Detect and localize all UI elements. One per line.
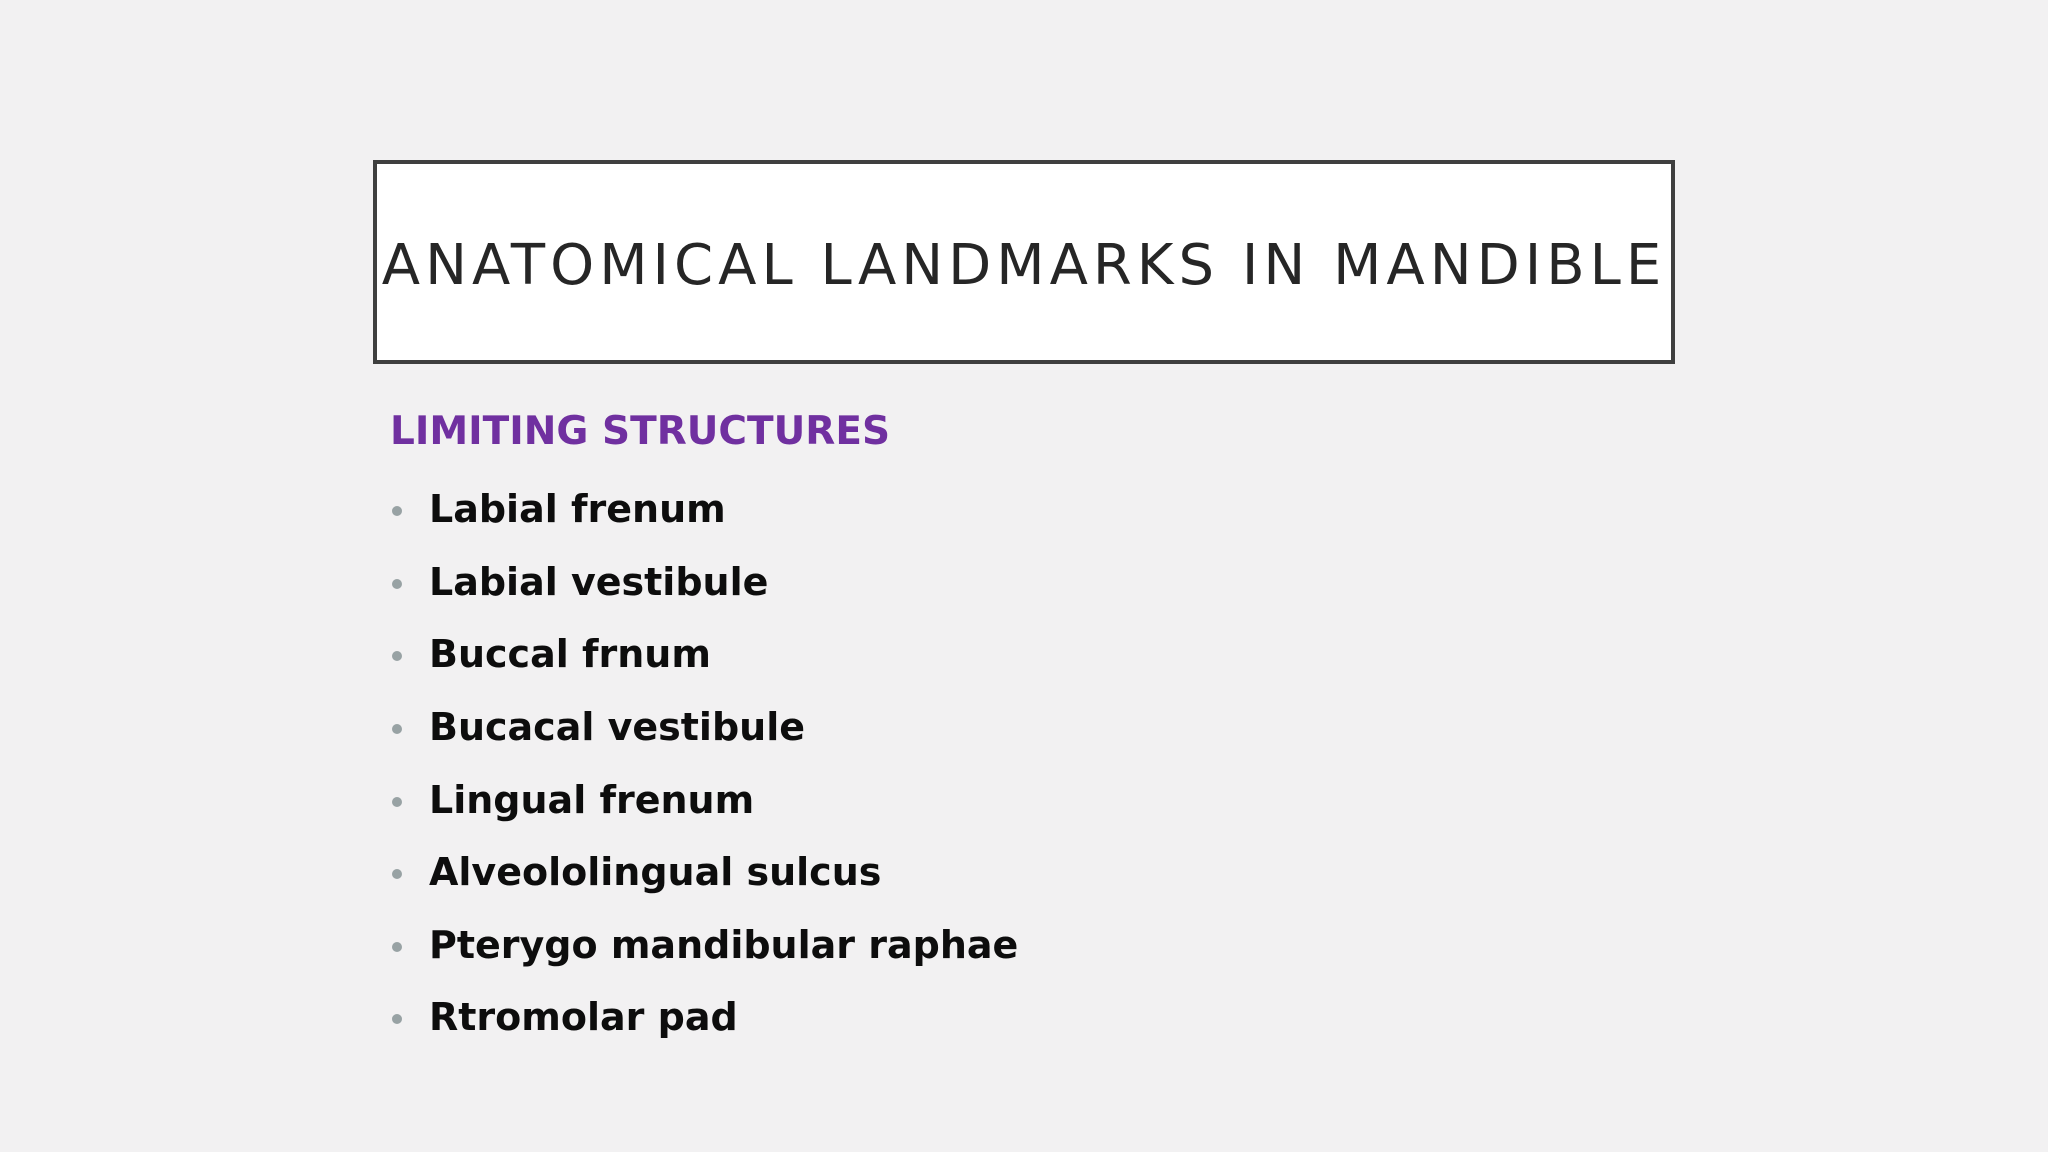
list-item — [390, 763, 1590, 836]
bullet-dot-icon — [392, 1014, 402, 1024]
bullet-text: Rtromolar pad — [429, 995, 738, 1040]
bullet-dot-icon — [392, 579, 402, 589]
list-item — [390, 546, 1590, 619]
bullet-dot-icon — [392, 724, 402, 734]
content-area — [390, 400, 1590, 1054]
slide-title: ANATOMICAL LANDMARKS IN MANDIBLE — [381, 232, 1667, 298]
title-box — [373, 160, 1675, 364]
section-heading: LIMITING STRUCTURES — [390, 409, 891, 454]
list-item — [390, 836, 1590, 909]
bullet-dot-icon — [392, 506, 402, 516]
list-item — [390, 691, 1590, 764]
bullet-text: Bucacal vestibule — [429, 705, 806, 750]
bullet-text: Alveololingual sulcus — [429, 850, 882, 895]
bullet-dot-icon — [392, 651, 402, 661]
bullet-text: Lingual frenum — [429, 777, 755, 822]
bullet-dot-icon — [392, 869, 402, 879]
bullet-dot-icon — [392, 797, 402, 807]
list-item — [390, 473, 1590, 546]
bullet-dot-icon — [392, 942, 402, 952]
list-item — [390, 981, 1590, 1054]
bullet-text: Labial frenum — [429, 487, 726, 532]
bullet-list — [390, 473, 1590, 1054]
list-item — [390, 618, 1590, 691]
list-item — [390, 909, 1590, 982]
bullet-text: Pterygo mandibular raphae — [429, 922, 1019, 967]
bullet-text: Buccal frnum — [429, 632, 711, 677]
bullet-text: Labial vestibule — [429, 559, 769, 604]
